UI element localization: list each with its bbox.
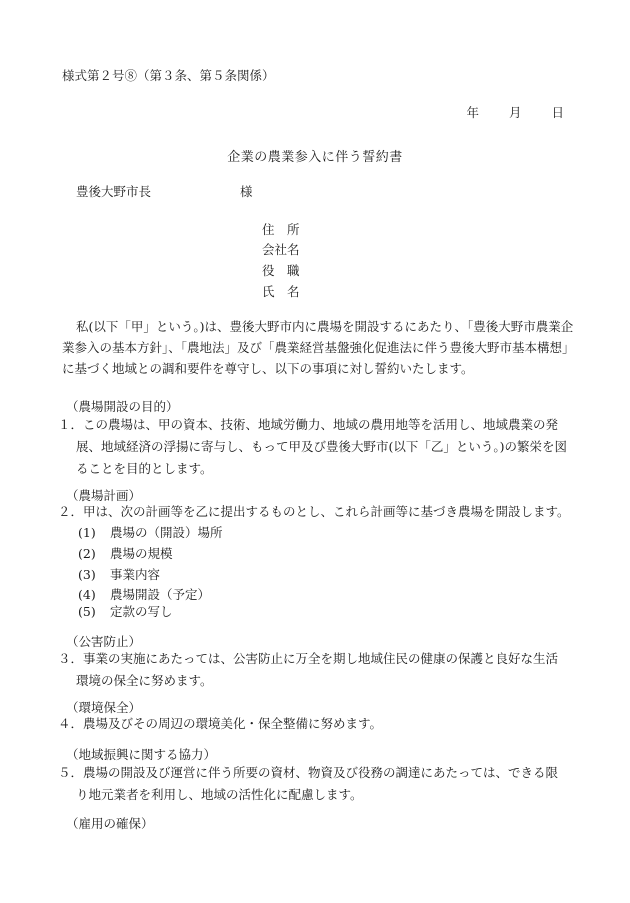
sub-item xyxy=(78,544,173,562)
section-heading-employment: （雇用の確保） xyxy=(66,816,154,831)
form-number: 様式第２号⑧（第３条、第５条関係） xyxy=(62,68,275,83)
section-item-1 xyxy=(58,414,567,480)
date-line xyxy=(466,103,564,121)
intro-paragraph xyxy=(62,316,575,379)
sub-item xyxy=(78,523,223,541)
sub-item-number: (1) xyxy=(78,525,96,540)
signature-name-label: 氏 名 xyxy=(262,284,300,299)
sub-item-text: 事業内容 xyxy=(110,567,161,582)
section-item-5 xyxy=(58,762,558,806)
item-line: り地元業者を利用し、地域の活性化に配慮します。 xyxy=(76,787,363,802)
sub-item-text: 農場の規模 xyxy=(110,546,173,561)
item-line: ることを目的とします。 xyxy=(76,461,213,476)
section-item-4 xyxy=(58,713,382,735)
sub-item xyxy=(78,602,173,620)
item-line: ２．甲は、次の計画等を乙に提出するものとし、これら計画等に基づき農場を開設します。 xyxy=(58,504,570,519)
sub-item-number: (3) xyxy=(78,567,96,582)
date-day-label: 日 xyxy=(551,105,564,120)
addressee-honorific: 様 xyxy=(240,184,253,199)
sub-item-number: (4) xyxy=(78,587,96,602)
section-heading-regional: （地域振興に関する協力） xyxy=(66,747,217,762)
sub-item-number: (2) xyxy=(78,546,96,561)
section-item-3 xyxy=(58,648,558,692)
sub-item-text: 農場開設（予定） xyxy=(110,587,211,602)
item-line: 環境の保全に努めます。 xyxy=(76,673,213,688)
item-line: 展、地域経済の浮揚に寄与し、もって甲及び豊後大野市(以下「乙」という。)の繁栄を図 xyxy=(76,439,568,454)
item-line: ５．農場の開設及び運営に伴う所要の資材、物資及び役務の調達にあたっては、できる限 xyxy=(58,765,559,780)
intro-line: 私(以下「甲」という。)は、豊後大野市内に農場を開設するにあたり、「豊後大野市農業企 xyxy=(76,319,574,334)
section-heading-pollution: （公害防止） xyxy=(66,634,142,649)
addressee-name: 豊後大野市長 xyxy=(76,184,152,199)
section-heading-environment: （環境保全） xyxy=(66,700,142,715)
sub-item-text: 定款の写し xyxy=(110,604,173,619)
date-year-label: 年 xyxy=(466,105,479,120)
section-heading-purpose: （農場開設の目的） xyxy=(66,399,179,414)
item-line: ３．事業の実施にあたっては、公害防止に万全を期し地域住民の健康の保護と良好な生活 xyxy=(58,651,559,666)
sub-item xyxy=(78,585,210,603)
section-item-2 xyxy=(58,501,570,523)
signature-company-label: 会社名 xyxy=(262,242,300,257)
item-line: ４．農場及びその周辺の環境美化・保全整備に努めます。 xyxy=(58,716,383,731)
intro-line: に基づく地域との調和要件を尊守し、以下の事項に対し誓約いたします。 xyxy=(62,361,474,376)
date-month-label: 月 xyxy=(508,105,522,120)
section-heading-plan: （農場計画） xyxy=(66,488,142,503)
sub-item-number: (5) xyxy=(78,604,96,619)
sub-item xyxy=(78,565,160,583)
signature-address-label: 住 所 xyxy=(262,222,300,237)
signature-position-label: 役 職 xyxy=(262,263,300,278)
document-title: 企業の農業参入に伴う誓約書 xyxy=(227,150,403,165)
intro-line: 業参入の基本方針」、「農地法」及び「農業経営基盤強化促進法に伴う豊後大野市基本構想」 xyxy=(62,340,575,355)
item-line: １．この農場は、甲の資本、技術、地域労働力、地域の農用地等を活用し、地域農業の発 xyxy=(58,417,559,432)
sub-item-text: 農場の（開設）場所 xyxy=(110,525,223,540)
